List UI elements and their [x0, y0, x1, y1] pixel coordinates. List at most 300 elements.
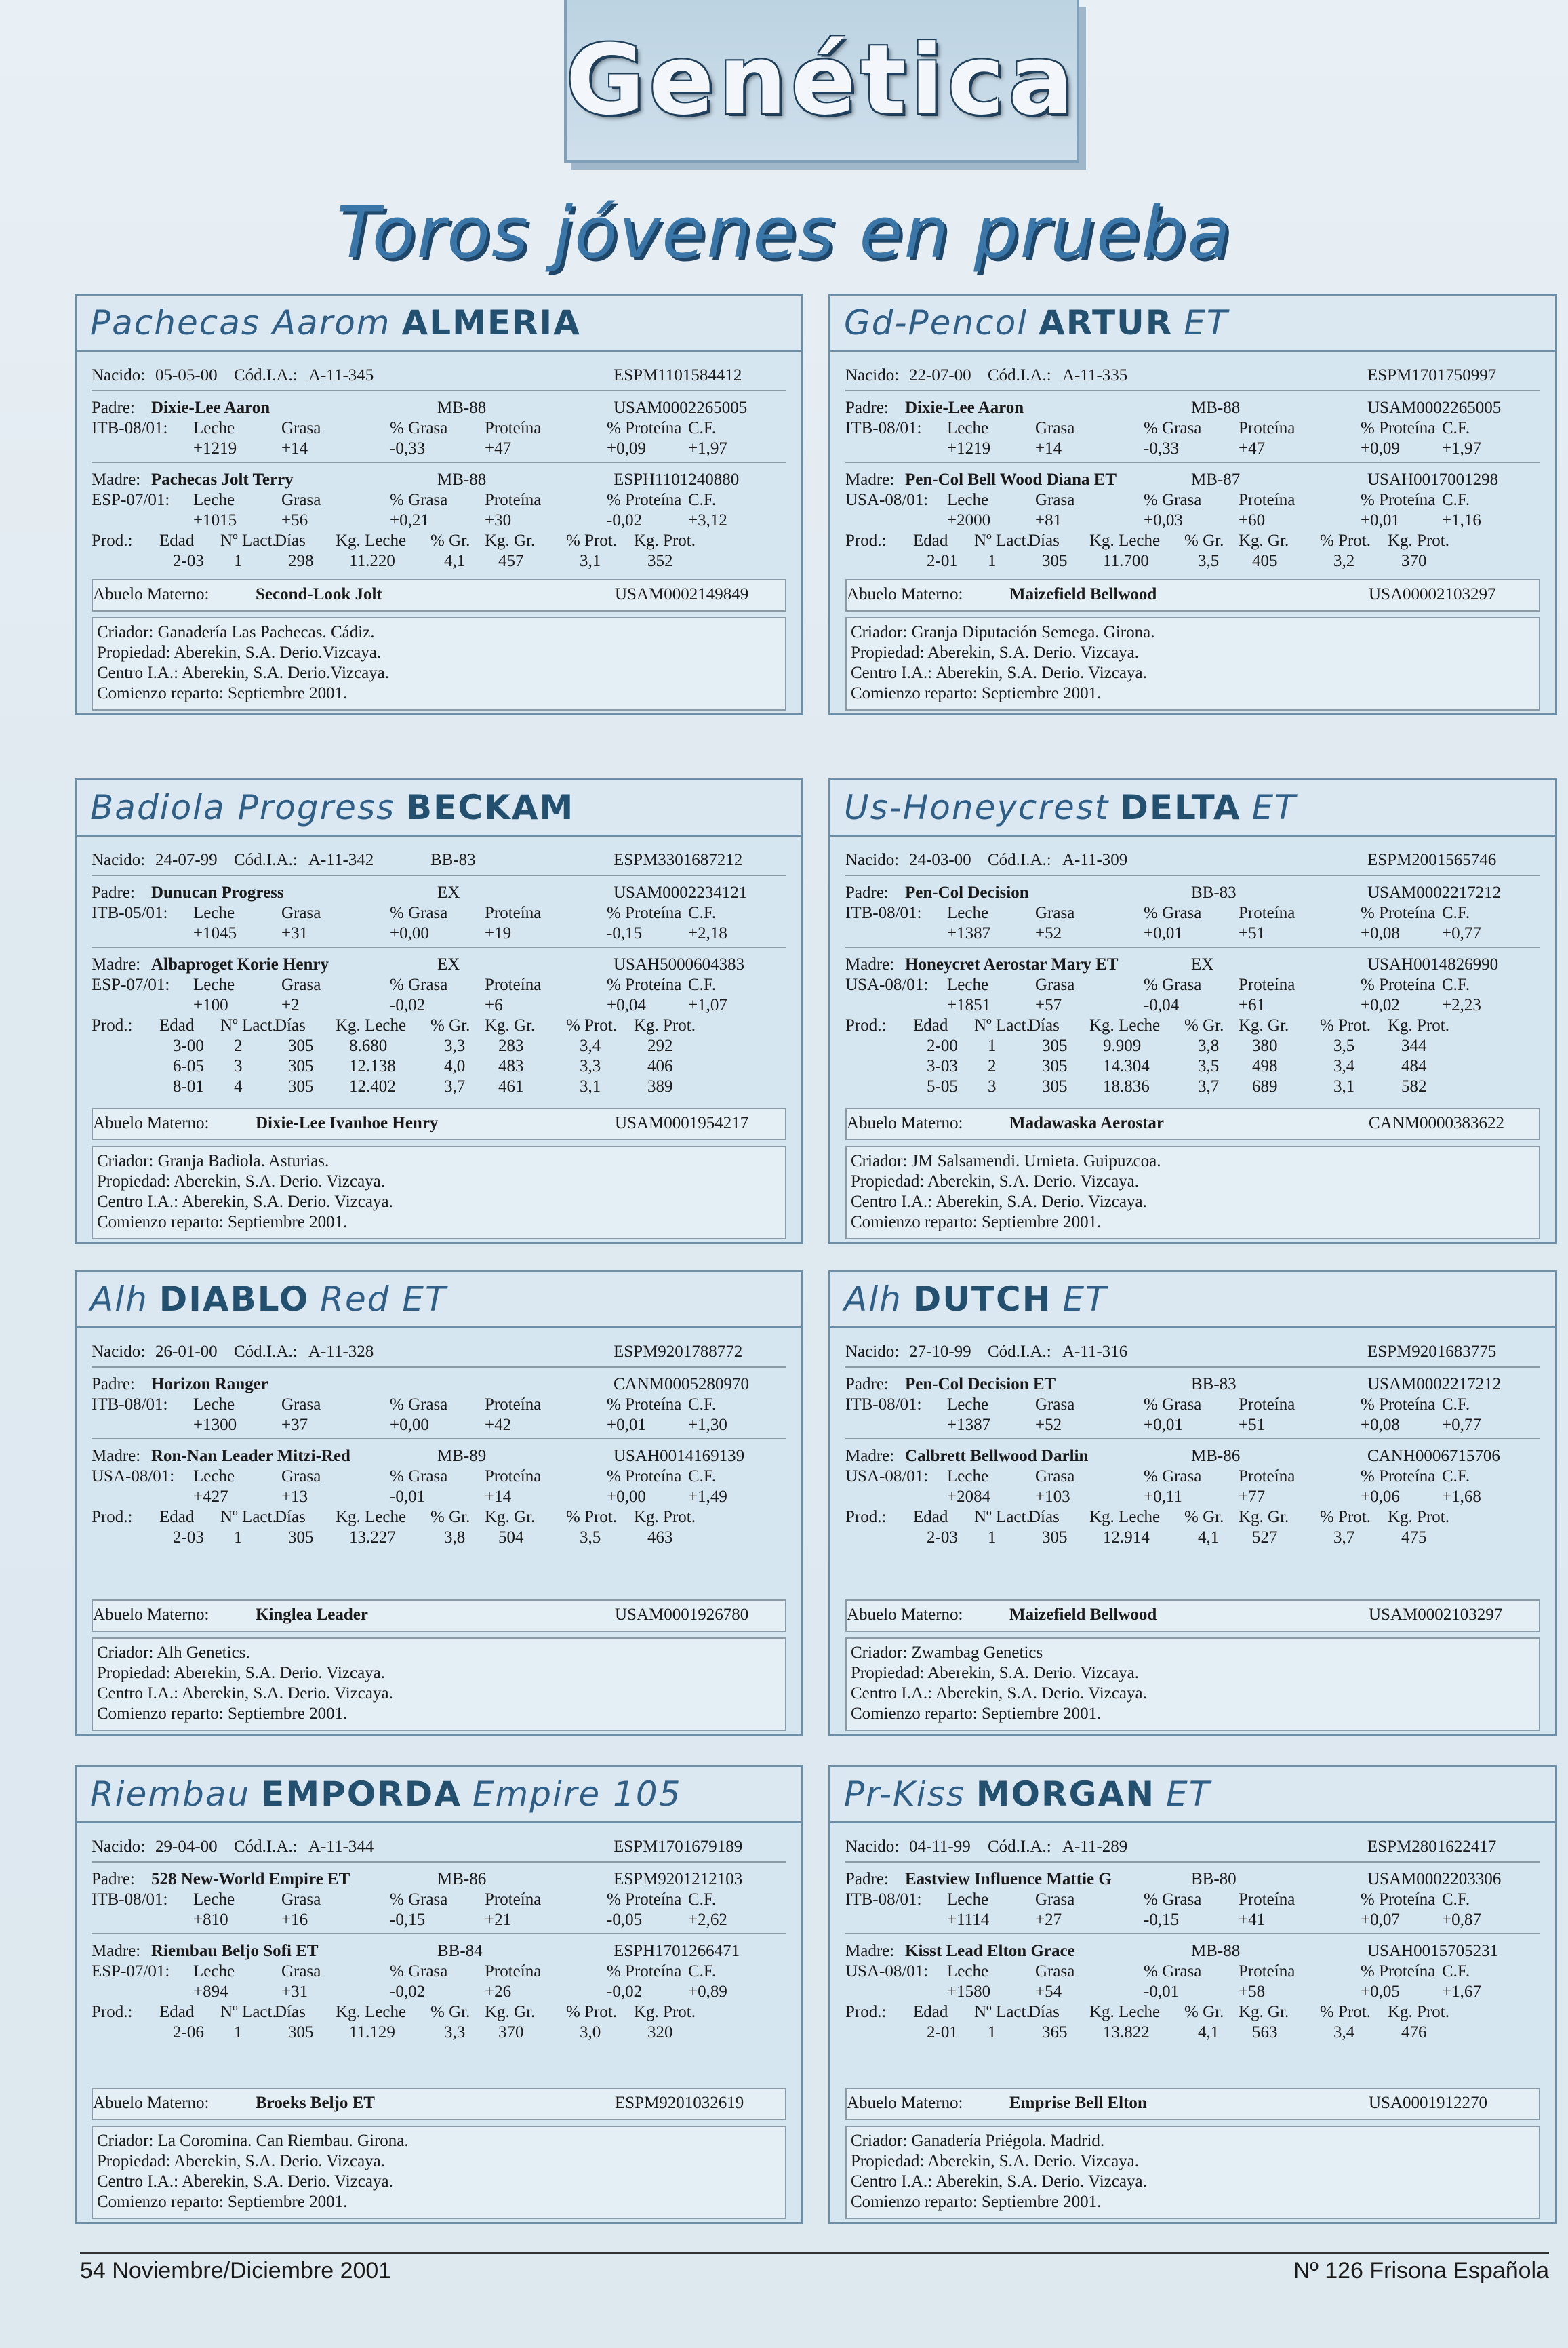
padre-evaluation: ITB-08/01:: [92, 1395, 168, 1414]
card-header: [75, 294, 803, 352]
col-header-grasa: Grasa: [281, 976, 321, 994]
col-header-leche: Leche: [947, 491, 989, 509]
bull-name-prefix: Pachecas Aarom: [90, 303, 391, 342]
bull-name-suffix: ET: [1184, 303, 1229, 342]
breeder-info-line: Propiedad: Aberekin, S.A. Derio. Vizcaya.: [851, 643, 1140, 662]
madre-value: +0,05: [1361, 1983, 1400, 2001]
ai-code: A-11-335: [1062, 366, 1128, 384]
maternal-grandsire-label: Abuelo Materno:: [93, 1114, 209, 1132]
prod-value: 3,8: [444, 1528, 466, 1547]
padre-class: EX: [437, 883, 460, 902]
prod-value: 3,4: [1333, 2023, 1355, 2042]
prod-value: 380: [1252, 1037, 1278, 1055]
prod-value: 344: [1401, 1037, 1427, 1055]
ai-code-label: Cód.I.A.:: [988, 1342, 1051, 1361]
prod-header-pprot: % Prot.: [1320, 1016, 1371, 1035]
col-header-grasa: Grasa: [1035, 1890, 1075, 1909]
maternal-grandsire-box: [845, 2088, 1540, 2120]
col-header-proteina: Proteína: [1239, 491, 1295, 509]
col-header-pproteina: % Proteína: [607, 419, 682, 437]
col-header-grasa: Grasa: [281, 491, 321, 509]
madre-value: +0,89: [688, 1983, 727, 2001]
col-header-pgrasa: % Grasa: [1144, 1467, 1202, 1486]
prod-header-nlact: Nº Lact.: [974, 532, 1030, 550]
madre-name: Honeycret Aerostar Mary ET: [905, 955, 1119, 974]
prod-header-kgprot: Kg. Prot.: [634, 1016, 696, 1035]
prod-value: 12.914: [1103, 1528, 1150, 1547]
maternal-grandsire-name: Madawaska Aerostar: [1009, 1114, 1165, 1132]
breeder-info-line: Comienzo reparto: Septiembre 2001.: [851, 1213, 1102, 1231]
breeder-info-line: Criador: La Coromina. Can Riembau. Girona.: [97, 2132, 409, 2150]
col-header-leche: Leche: [193, 1890, 235, 1909]
bull-name-main: ARTUR: [1039, 303, 1173, 342]
padre-value: +37: [281, 1416, 308, 1434]
bull-name-suffix: Red ET: [320, 1279, 447, 1319]
col-header-proteina: Proteína: [485, 1467, 542, 1486]
bull-name-main: DELTA: [1120, 788, 1241, 827]
padre-registration: USAM0002217212: [1367, 1375, 1502, 1393]
col-header-pgrasa: % Grasa: [1144, 1395, 1202, 1414]
prod-value: 3-03: [927, 1057, 958, 1075]
padre-value: +19: [485, 924, 512, 942]
bull-card: [828, 1774, 1557, 2224]
madre-value: +81: [1035, 511, 1062, 530]
col-header-proteina: Proteína: [485, 904, 542, 922]
prod-header-nlact: Nº Lact.: [974, 1016, 1030, 1035]
padre-evaluation: ITB-08/01:: [845, 419, 922, 437]
breeder-info-line: Propiedad: Aberekin, S.A. Derio. Vizcaya.: [97, 2152, 386, 2170]
prod-header-pgr: % Gr.: [1184, 532, 1224, 550]
born-date: 24-07-99: [155, 851, 218, 869]
born-label: Nacido:: [845, 1342, 900, 1361]
madre-value: +427: [193, 1488, 228, 1506]
card-header: [828, 294, 1557, 352]
maternal-grandsire-registration: USAM0001926780: [615, 1606, 749, 1624]
madre-value: +0,11: [1144, 1488, 1182, 1506]
prod-value: 2-03: [173, 552, 204, 570]
madre-value: -0,04: [1144, 996, 1180, 1014]
prod-value: 4,1: [1198, 1528, 1220, 1547]
padre-registration: ESPM9201212103: [614, 1870, 743, 1888]
prod-value: 3,7: [1198, 1077, 1220, 1096]
col-header-leche: Leche: [193, 1467, 235, 1486]
breeder-info-line: Comienzo reparto: Septiembre 2001.: [851, 684, 1102, 702]
breeder-info-line: Comienzo reparto: Septiembre 2001.: [97, 1705, 348, 1723]
prod-header-pprot: % Prot.: [1320, 1508, 1371, 1526]
bull-registration: ESPM9201683775: [1367, 1342, 1497, 1361]
madre-value: +3,12: [688, 511, 727, 530]
col-header-proteina: Proteína: [1239, 1890, 1295, 1909]
card-header: [75, 1765, 803, 1823]
col-header-grasa: Grasa: [281, 419, 321, 437]
madre-value: +58: [1239, 1983, 1266, 2001]
prod-value: 1: [234, 552, 243, 570]
padre-value: -0,15: [607, 924, 643, 942]
divider: [92, 875, 786, 876]
col-header-leche: Leche: [193, 491, 235, 509]
madre-value: +31: [281, 1983, 308, 2001]
col-header-leche: Leche: [193, 1395, 235, 1414]
divider: [845, 1366, 1540, 1368]
madre-evaluation: ESP-07/01:: [92, 1962, 170, 1981]
madre-value: +1,68: [1442, 1488, 1481, 1506]
prod-value: 2: [234, 1037, 243, 1055]
prod-header-kggr: Kg. Gr.: [485, 1016, 536, 1035]
card-body: [92, 1342, 786, 1724]
prod-value: 1: [988, 2023, 997, 2042]
padre-class: MB-86: [437, 1870, 487, 1888]
prod-value: 12.138: [349, 1057, 396, 1075]
padre-value: +1,97: [1442, 439, 1481, 458]
prod-label: Prod.:: [92, 532, 133, 550]
prod-value: 305: [288, 1057, 314, 1075]
madre-value: -0,02: [390, 996, 426, 1014]
born-label: Nacido:: [92, 1837, 146, 1856]
card-header: [75, 778, 803, 837]
padre-class: MB-88: [1191, 399, 1241, 417]
prod-header-pprot: % Prot.: [566, 532, 617, 550]
maternal-grandsire-registration: USAM0002103297: [1369, 1606, 1503, 1624]
madre-label: Madre:: [845, 1447, 895, 1465]
card-header: [75, 1270, 803, 1328]
prod-header-dias: Días: [275, 1508, 306, 1526]
prod-value: 9.909: [1103, 1037, 1142, 1055]
footer-divider: [80, 2252, 1549, 2254]
prod-header-kgleche: Kg. Leche: [336, 1508, 407, 1526]
born-date: 29-04-00: [155, 1837, 218, 1856]
divider: [92, 947, 786, 948]
ai-code-label: Cód.I.A.:: [988, 1837, 1051, 1856]
col-header-pproteina: % Proteína: [607, 904, 682, 922]
prod-header-kgleche: Kg. Leche: [336, 532, 407, 550]
madre-registration: ESPH1701266471: [614, 1942, 740, 1960]
padre-label: Padre:: [845, 883, 889, 902]
prod-header-kggr: Kg. Gr.: [485, 532, 536, 550]
padre-value: +27: [1035, 1911, 1062, 1929]
col-header-pproteina: % Proteína: [607, 1962, 682, 1981]
card-body: [845, 850, 1540, 1233]
col-header-cf: C.F.: [688, 419, 717, 437]
prod-value: 457: [498, 552, 524, 570]
col-header-pgrasa: % Grasa: [390, 1890, 448, 1909]
madre-name: Kisst Lead Elton Grace: [905, 1942, 1075, 1960]
maternal-grandsire-label: Abuelo Materno:: [93, 1606, 209, 1624]
prod-value: 483: [498, 1057, 524, 1075]
breeder-info-line: Criador: JM Salsamendi. Urnieta. Guipuzcoa.: [851, 1152, 1161, 1170]
breeder-info-box: [845, 1146, 1540, 1239]
col-header-cf: C.F.: [688, 1890, 717, 1909]
col-header-cf: C.F.: [1442, 1395, 1470, 1414]
padre-value: +52: [1035, 924, 1062, 942]
col-header-grasa: Grasa: [1035, 1395, 1075, 1414]
padre-class: BB-80: [1191, 1870, 1237, 1888]
madre-value: +14: [485, 1488, 512, 1506]
padre-value: +16: [281, 1911, 308, 1929]
prod-header-kggr: Kg. Gr.: [1239, 1016, 1289, 1035]
col-header-proteina: Proteína: [485, 1962, 542, 1981]
col-header-leche: Leche: [947, 419, 989, 437]
divider: [845, 390, 1540, 391]
madre-value: +30: [485, 511, 512, 530]
padre-value: +42: [485, 1416, 512, 1434]
madre-evaluation: USA-08/01:: [92, 1467, 175, 1486]
prod-value: 406: [647, 1057, 673, 1075]
breeder-info-box: [92, 1146, 786, 1239]
prod-header-kggr: Kg. Gr.: [485, 2003, 536, 2021]
card-body: [845, 365, 1540, 704]
maternal-grandsire-label: Abuelo Materno:: [93, 2094, 209, 2112]
bull-card: [828, 788, 1557, 1244]
madre-value: +2000: [947, 511, 991, 530]
padre-registration: USAM0002203306: [1367, 1870, 1502, 1888]
col-header-cf: C.F.: [1442, 1467, 1470, 1486]
born-label: Nacido:: [92, 1342, 146, 1361]
footer-right: Nº 126 Frisona Española: [1293, 2258, 1549, 2284]
prod-header-nlact: Nº Lact.: [974, 2003, 1030, 2021]
padre-value: +0,77: [1442, 1416, 1481, 1434]
padre-value: -0,05: [607, 1911, 643, 1929]
prod-header-pprot: % Prot.: [566, 1508, 617, 1526]
prod-value: 2-00: [927, 1037, 958, 1055]
col-header-leche: Leche: [193, 419, 235, 437]
bull-name-suffix: Empire 105: [472, 1774, 682, 1814]
madre-value: +1851: [947, 996, 991, 1014]
prod-value: 3,4: [1333, 1057, 1355, 1075]
col-header-cf: C.F.: [1442, 419, 1470, 437]
madre-label: Madre:: [92, 1447, 141, 1465]
col-header-cf: C.F.: [1442, 904, 1470, 922]
prod-value: 13.822: [1103, 2023, 1150, 2042]
prod-header-kgprot: Kg. Prot.: [634, 532, 696, 550]
prod-label: Prod.:: [845, 1016, 887, 1035]
breeder-info-line: Comienzo reparto: Septiembre 2001.: [97, 684, 348, 702]
prod-header-pgr: % Gr.: [430, 532, 470, 550]
ai-code-label: Cód.I.A.:: [234, 851, 298, 869]
prod-header-edad: Edad: [159, 1016, 195, 1035]
prod-value: 3,0: [580, 2023, 601, 2042]
col-header-cf: C.F.: [688, 1395, 717, 1414]
prod-value: 3,3: [444, 1037, 466, 1055]
prod-header-kgleche: Kg. Leche: [336, 1016, 407, 1035]
padre-name: Pen-Col Decision ET: [905, 1375, 1056, 1393]
prod-header-kggr: Kg. Gr.: [1239, 2003, 1289, 2021]
born-date: 04-11-99: [909, 1837, 971, 1856]
divider: [845, 1438, 1540, 1439]
ai-code: A-11-289: [1062, 1837, 1128, 1856]
born-label: Nacido:: [845, 851, 900, 869]
breeder-info-box: [92, 1637, 786, 1731]
breeder-info-line: Propiedad: Aberekin, S.A. Derio. Vizcaya.: [851, 2152, 1140, 2170]
prod-value: 8.680: [349, 1037, 388, 1055]
madre-label: Madre:: [845, 471, 895, 489]
madre-value: +1015: [193, 511, 237, 530]
padre-label: Padre:: [845, 399, 889, 417]
prod-value: 405: [1252, 552, 1278, 570]
prod-value: 305: [288, 1528, 314, 1547]
born-label: Nacido:: [92, 366, 146, 384]
padre-value: +2,18: [688, 924, 727, 942]
card-header: [828, 778, 1557, 837]
col-header-leche: Leche: [193, 1962, 235, 1981]
padre-label: Padre:: [92, 1870, 135, 1888]
madre-class: MB-87: [1191, 471, 1241, 489]
prod-header-kgprot: Kg. Prot.: [1388, 1508, 1449, 1526]
madre-label: Madre:: [92, 471, 141, 489]
prod-value: 461: [498, 1077, 524, 1096]
born-date: 27-10-99: [909, 1342, 971, 1361]
prod-value: 3,7: [444, 1077, 466, 1096]
breeder-info-line: Centro I.A.: Aberekin, S.A. Derio. Vizcaya.: [851, 1193, 1147, 1211]
prod-label: Prod.:: [845, 532, 887, 550]
prod-value: 484: [1401, 1057, 1427, 1075]
born-date: 26-01-00: [155, 1342, 218, 1361]
padre-value: +0,09: [607, 439, 646, 458]
bull-name-prefix: Riembau: [90, 1774, 251, 1814]
bull-name-main: MORGAN: [976, 1774, 1156, 1814]
prod-header-dias: Días: [1028, 1508, 1060, 1526]
bull-registration: ESPM1701679189: [614, 1837, 743, 1856]
padre-value: +31: [281, 924, 308, 942]
padre-name: Horizon Ranger: [151, 1375, 268, 1393]
prod-header-pgr: % Gr.: [430, 2003, 470, 2021]
col-header-proteina: Proteína: [1239, 904, 1295, 922]
prod-value: 283: [498, 1037, 524, 1055]
prod-header-pprot: % Prot.: [1320, 532, 1371, 550]
col-header-pgrasa: % Grasa: [390, 491, 448, 509]
prod-value: 292: [647, 1037, 673, 1055]
padre-label: Padre:: [92, 1375, 135, 1393]
padre-value: +14: [281, 439, 308, 458]
col-header-pgrasa: % Grasa: [1144, 976, 1202, 994]
prod-header-dias: Días: [275, 2003, 306, 2021]
ai-code-label: Cód.I.A.:: [988, 366, 1051, 384]
prod-value: 3,7: [1333, 1528, 1355, 1547]
breeder-info-box: [845, 617, 1540, 711]
col-header-proteina: Proteína: [1239, 1467, 1295, 1486]
col-header-pgrasa: % Grasa: [1144, 491, 1202, 509]
madre-value: +0,02: [1361, 996, 1400, 1014]
maternal-grandsire-box: [845, 1599, 1540, 1632]
padre-name: Pen-Col Decision: [905, 883, 1029, 902]
padre-value: +1387: [947, 1416, 991, 1434]
prod-value: 305: [1042, 1037, 1068, 1055]
madre-registration: ESPH1101240880: [614, 471, 740, 489]
breeder-info-line: Criador: Granja Diputación Semega. Girona.: [851, 623, 1155, 641]
madre-label: Madre:: [845, 955, 895, 974]
col-header-pproteina: % Proteína: [1361, 419, 1436, 437]
padre-value: -0,15: [390, 1911, 426, 1929]
col-header-proteina: Proteína: [485, 1890, 542, 1909]
prod-value: 3,5: [580, 1528, 601, 1547]
prod-value: 11.129: [349, 2023, 395, 2042]
bull-name-main: ALMERIA: [401, 303, 581, 342]
madre-value: +1,07: [688, 996, 727, 1014]
col-header-leche: Leche: [947, 1890, 989, 1909]
madre-value: +0,21: [390, 511, 429, 530]
madre-value: +2: [281, 996, 300, 1014]
padre-registration: USAM0002265005: [1367, 399, 1502, 417]
bull-name-suffix: ET: [1166, 1774, 1211, 1814]
card-body: [92, 1837, 786, 2212]
prod-header-nlact: Nº Lact.: [974, 1508, 1030, 1526]
padre-name: Dixie-Lee Aaron: [905, 399, 1024, 417]
madre-value: +2084: [947, 1488, 991, 1506]
prod-value: 298: [288, 552, 314, 570]
col-header-grasa: Grasa: [281, 1467, 321, 1486]
madre-value: +1,16: [1442, 511, 1481, 530]
maternal-grandsire-box: [92, 579, 786, 612]
prod-value: 563: [1252, 2023, 1278, 2042]
born-date: 24-03-00: [909, 851, 971, 869]
card-body: [845, 1837, 1540, 2212]
born-label: Nacido:: [845, 366, 900, 384]
prod-value: 582: [1401, 1077, 1427, 1096]
padre-name: 528 New-World Empire ET: [151, 1870, 350, 1888]
madre-label: Madre:: [92, 955, 141, 974]
page-title: Toros jóvenes en prueba: [336, 191, 1232, 274]
padre-value: +0,00: [390, 1416, 429, 1434]
maternal-grandsire-label: Abuelo Materno:: [847, 2094, 963, 2112]
madre-value: +1,49: [688, 1488, 727, 1506]
padre-value: +1219: [193, 439, 237, 458]
madre-class: MB-86: [1191, 1447, 1241, 1465]
madre-value: +56: [281, 511, 308, 530]
padre-value: -0,15: [1144, 1911, 1180, 1929]
prod-value: 3,4: [580, 1037, 601, 1055]
ai-code: A-11-345: [308, 366, 374, 384]
madre-value: +60: [1239, 511, 1266, 530]
bull-name-prefix: Us-Honeycrest: [844, 788, 1110, 827]
prod-header-kggr: Kg. Gr.: [1239, 532, 1289, 550]
padre-evaluation: ITB-08/01:: [92, 419, 168, 437]
divider: [92, 1366, 786, 1368]
breeder-info-line: Propiedad: Aberekin, S.A. Derio. Vizcaya.: [97, 1664, 386, 1682]
col-header-proteina: Proteína: [485, 1395, 542, 1414]
bull-registration: ESPM1701750997: [1367, 366, 1497, 384]
padre-value: +1045: [193, 924, 237, 942]
divider: [92, 390, 786, 391]
col-header-grasa: Grasa: [281, 1962, 321, 1981]
prod-value: 365: [1042, 2023, 1068, 2042]
col-header-proteina: Proteína: [485, 491, 542, 509]
bull-name-suffix: ET: [1251, 788, 1297, 827]
prod-value: 305: [1042, 552, 1068, 570]
padre-label: Padre:: [845, 1375, 889, 1393]
prod-header-dias: Días: [1028, 532, 1060, 550]
maternal-grandsire-box: [845, 579, 1540, 612]
maternal-grandsire-label: Abuelo Materno:: [847, 1606, 963, 1624]
madre-evaluation: USA-08/01:: [845, 1467, 929, 1486]
section-tab: [564, 0, 1079, 163]
bull-name-prefix: Pr-Kiss: [844, 1774, 965, 1814]
col-header-proteina: Proteína: [1239, 1395, 1295, 1414]
col-header-pproteina: % Proteína: [1361, 1890, 1436, 1909]
padre-value: +0,87: [1442, 1911, 1481, 1929]
bull-card: [828, 303, 1557, 715]
breeder-info-line: Criador: Zwambag Genetics: [851, 1644, 1043, 1662]
ai-code: A-11-309: [1062, 851, 1128, 869]
maternal-grandsire-name: Kinglea Leader: [256, 1606, 368, 1624]
madre-registration: USAH0014826990: [1367, 955, 1499, 974]
padre-evaluation: ITB-08/01:: [92, 1890, 168, 1909]
prod-value: 3-00: [173, 1037, 204, 1055]
prod-value: 2-06: [173, 2023, 204, 2042]
madre-value: -0,02: [607, 511, 643, 530]
maternal-grandsire-registration: USA00002103297: [1369, 585, 1496, 603]
prod-value: 4: [234, 1077, 243, 1096]
madre-value: +0,06: [1361, 1488, 1400, 1506]
madre-evaluation: ESP-07/01:: [92, 976, 170, 994]
